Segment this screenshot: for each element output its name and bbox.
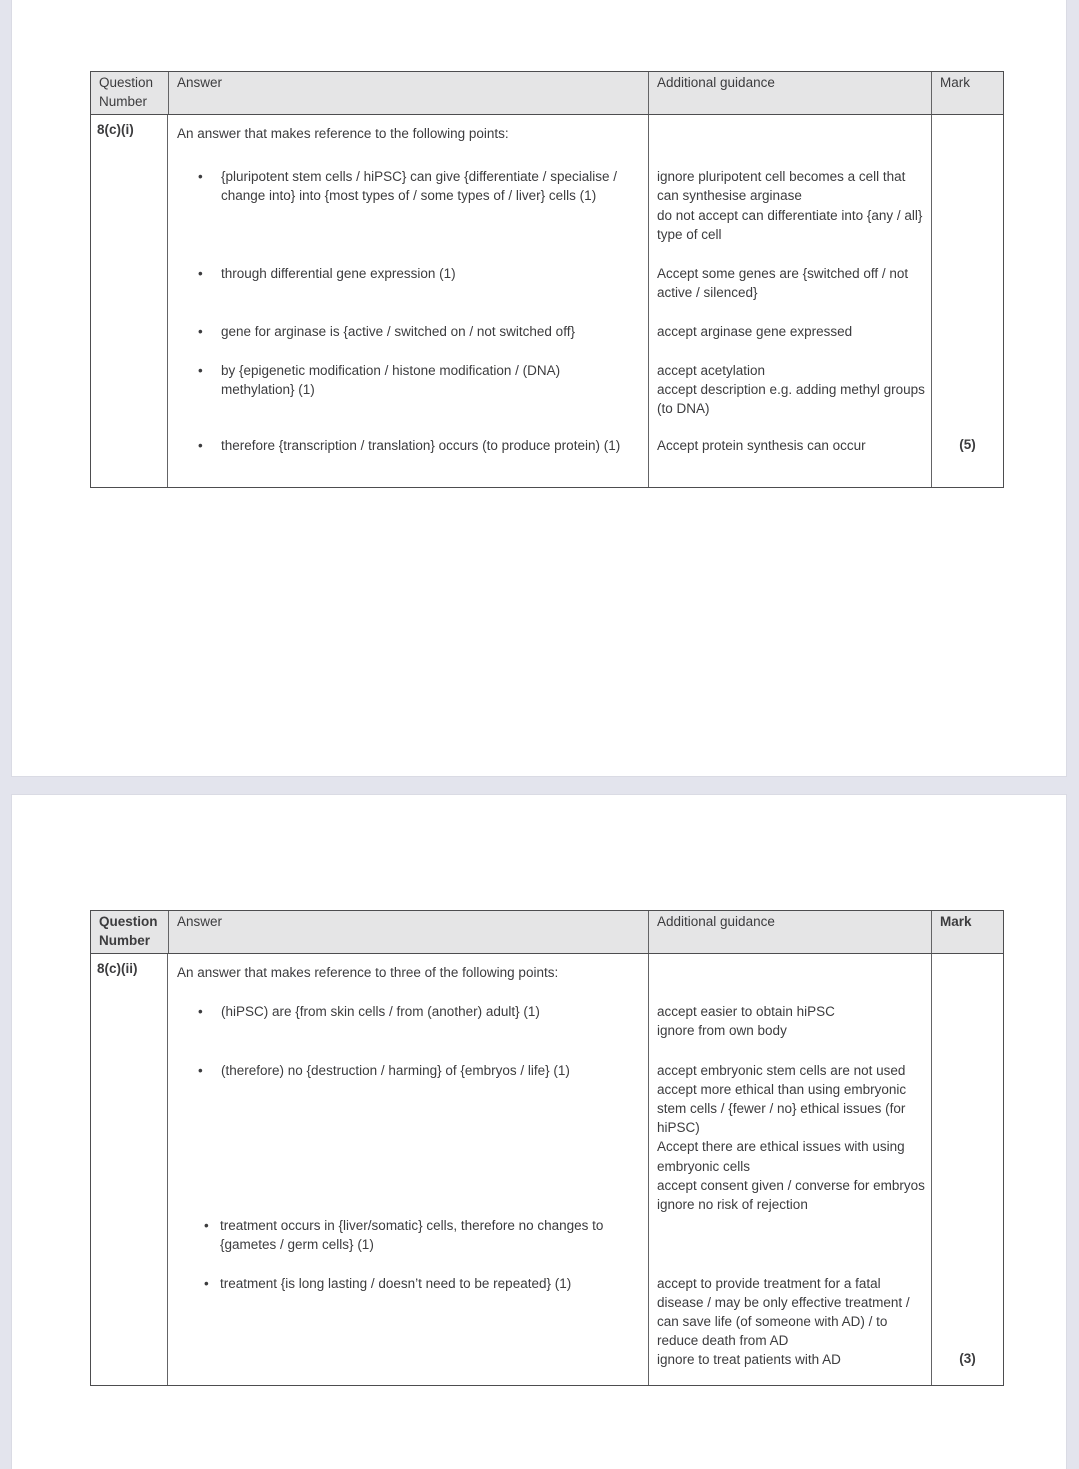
mark-scheme-table-8ci (90, 71, 1004, 488)
guidance-note: accept arginase gene expressed (657, 324, 853, 340)
document-page-1 (11, 0, 1067, 777)
answer-intro: An answer that makes reference to three of the following points: (177, 965, 559, 980)
header-question-number: Question Number (99, 914, 158, 948)
guidance-note: ignore to treat patients with AD (657, 1352, 841, 1368)
guidance-note: Accept some genes are {switched off / not active / silenced} (657, 266, 909, 301)
answer-intro: An answer that makes reference to the following points: (177, 126, 509, 141)
bullet-icon: • (204, 1218, 209, 1234)
bullet-icon: • (198, 266, 203, 282)
header-mark: Mark (931, 72, 1003, 114)
table-body-row (91, 954, 1003, 1385)
bullet-icon: • (198, 169, 203, 185)
guidance-note: ignore pluripotent cell becomes a cell that can synthesise arginase (657, 169, 906, 204)
answer-point-text: treatment occurs in {liver/somatic} cells, therefore no changes to {gametes / germ cells} (1) (220, 1218, 604, 1253)
answer-point (168, 167, 931, 244)
header-answer: Answer (168, 72, 648, 114)
answer-point-text: (therefore) no {destruction / harming} of {embryos / life} (1) (221, 1062, 570, 1078)
header-mark: Mark (931, 911, 1003, 953)
guidance-note: Accept protein synthesis can occur (657, 438, 866, 454)
table-body-row (91, 115, 1003, 487)
guidance-note: Accept there are ethical issues with using embryonic cells (657, 1139, 905, 1174)
table-header-row (91, 911, 1003, 954)
answer-point (168, 436, 931, 455)
mark-value: (5) (959, 437, 976, 453)
guidance-note: accept to provide treatment for a fatal disease / may be only effective treatment / can save life (of someone with AD) / to reduce death from AD (657, 1275, 910, 1349)
table-header-row (91, 72, 1003, 115)
answer-point-text: gene for arginase is {active / switched on / not switched off} (221, 324, 575, 340)
header-question-number: Question Number (99, 75, 154, 109)
answer-guidance-cell (168, 115, 931, 487)
answer-guidance-cell (168, 954, 931, 1385)
guidance-note: ignore no risk of rejection (657, 1197, 808, 1213)
answer-point (168, 1002, 931, 1040)
answer-point (168, 1274, 931, 1370)
answer-point-text: through differential gene expression (1) (221, 266, 456, 282)
document-page-2 (11, 794, 1067, 1469)
question-number: 8(c)(ii) (91, 954, 168, 1385)
guidance-note: accept acetylation (657, 362, 766, 378)
bullet-icon: • (198, 1062, 203, 1078)
guidance-note: accept more ethical than using embryonic stem cells / {fewer / no} ethical issues (for hiPSC) (657, 1081, 907, 1136)
question-number: 8(c)(i) (91, 115, 168, 487)
header-additional-guidance: Additional guidance (648, 911, 931, 953)
bullet-icon: • (204, 1275, 209, 1291)
answer-point-text: treatment {is long lasting / doesn’t need to be repeated} (1) (220, 1275, 572, 1291)
guidance-note: ignore from own body (657, 1023, 787, 1039)
answer-point (168, 1061, 931, 1215)
bullet-icon: • (198, 1004, 203, 1020)
mark-value: (3) (959, 1351, 976, 1367)
answer-point (168, 361, 931, 419)
guidance-note: accept embryonic stem cells are not used (657, 1062, 906, 1078)
mark-cell (931, 954, 1003, 1385)
answer-point (168, 264, 931, 302)
answer-point-text: (hiPSC) are {from skin cells / from (another) adult} (1) (221, 1004, 540, 1020)
guidance-note: do not accept can differentiate into {any / all} type of cell (657, 207, 923, 242)
mark-cell (931, 115, 1003, 487)
guidance-note: accept consent given / converse for embryos (657, 1177, 925, 1193)
header-answer: Answer (168, 911, 648, 953)
bullet-icon: • (198, 362, 203, 378)
bullet-icon: • (198, 438, 203, 454)
answer-point-text: {pluripotent stem cells / hiPSC} can give {differentiate / specialise / change into} into {most types of / some types of / liver} cells (1) (221, 169, 617, 204)
answer-point (168, 1216, 931, 1254)
bullet-icon: • (198, 324, 203, 340)
answer-point-text: by {epigenetic modification / histone modification / (DNA) methylation} (1) (221, 362, 561, 397)
mark-scheme-table-8cii (90, 910, 1004, 1386)
guidance-note: accept description e.g. adding methyl groups (to DNA) (657, 381, 925, 417)
guidance-note: accept easier to obtain hiPSC (657, 1004, 835, 1020)
answer-point (168, 322, 931, 341)
answer-point-text: therefore {transcription / translation} occurs (to produce protein) (1) (221, 438, 621, 454)
header-additional-guidance: Additional guidance (648, 72, 931, 114)
